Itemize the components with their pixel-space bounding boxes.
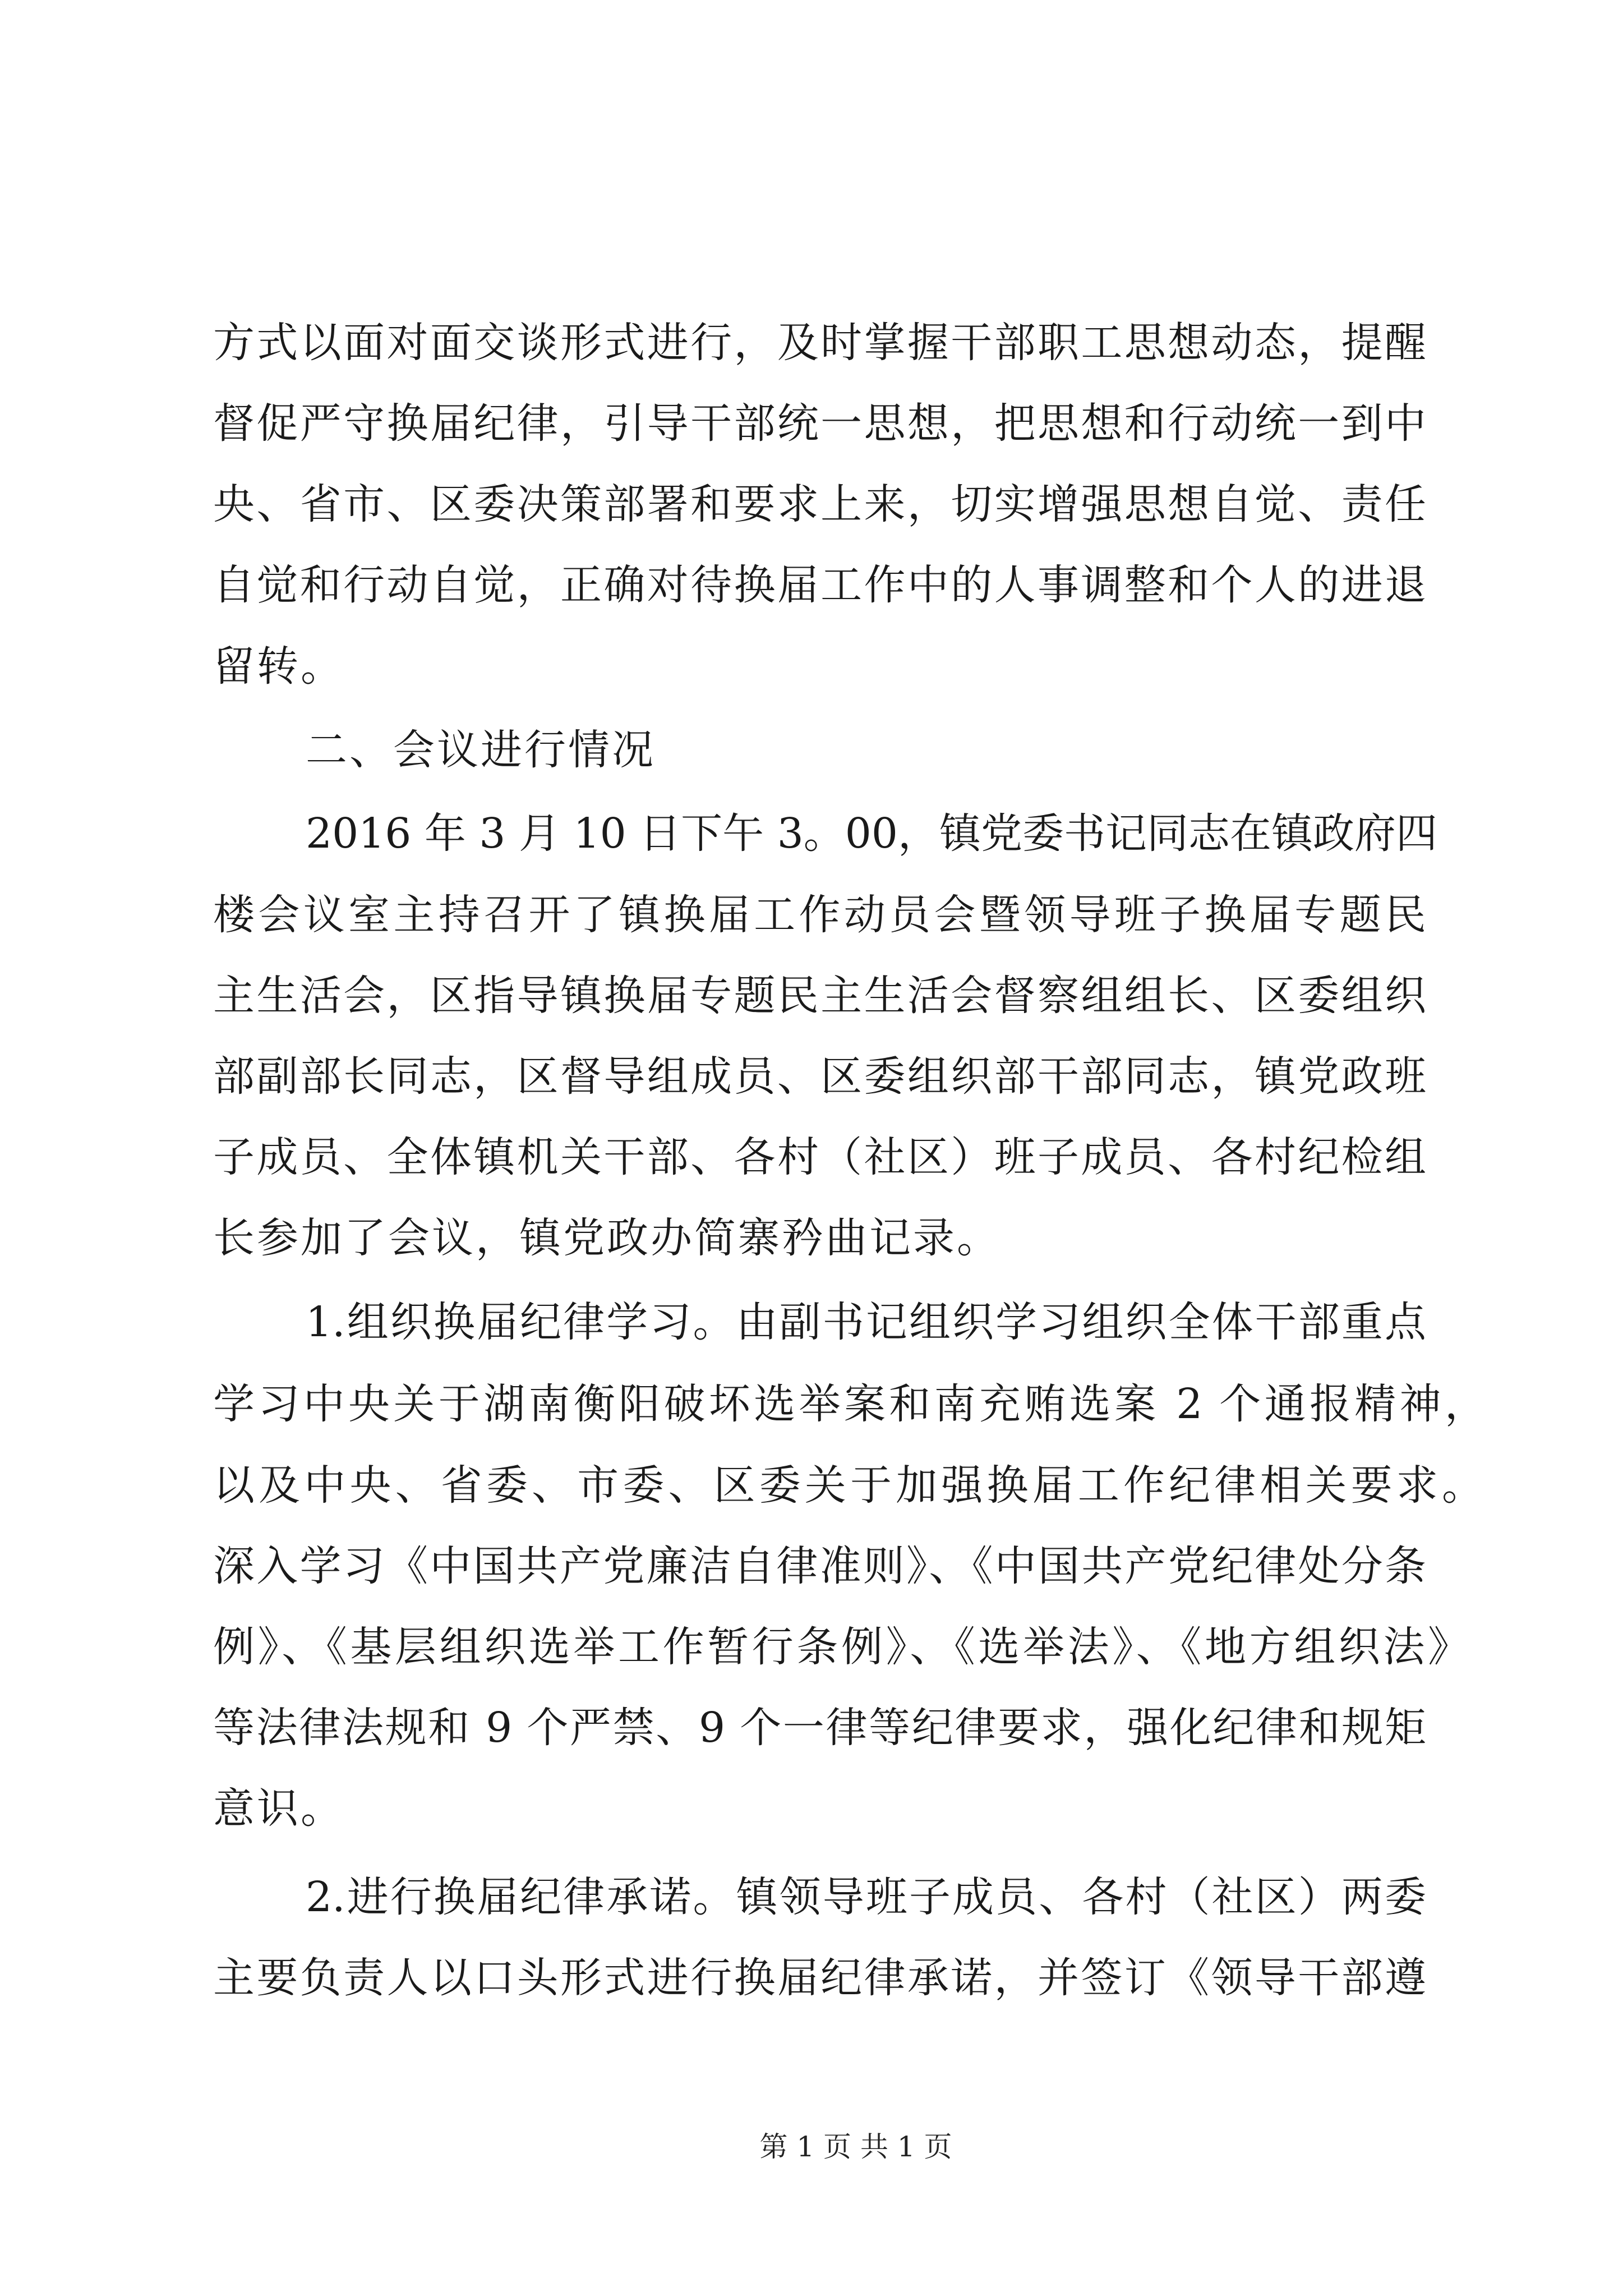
text-line: 例》、《基层组织选举工作暂行条例》、《选举法》、《地方组织法》 bbox=[213, 1623, 1469, 1671]
text-line: 楼会议室主持召开了镇换届工作动员会暨领导班子换届专题民 bbox=[213, 891, 1426, 939]
text-line: 督促严守换届纪律，引导干部统一思想，把思想和行动统一到中 bbox=[213, 399, 1426, 448]
text-line: 意识。 bbox=[213, 1784, 344, 1833]
text-line: 深入学习《中国共产党廉洁自律准则》、《中国共产党纪律处分条 bbox=[213, 1542, 1426, 1590]
text-line: 央、省市、区委决策部署和要求上来，切实增强思想自觉、责任 bbox=[213, 480, 1426, 528]
text-line: 主生活会，区指导镇换届专题民主生活会督察组组长、区委组织 bbox=[213, 972, 1426, 1020]
text-line: 等法律法规和 9 个严禁、9 个一律等纪律要求，强化纪律和规矩 bbox=[213, 1704, 1426, 1752]
text-line: 1.组织换届纪律学习。由副书记组织学习组织全体干部重点 bbox=[306, 1298, 1426, 1346]
text-line: 自觉和行动自觉，正确对待换届工作中的人事调整和个人的进退 bbox=[213, 561, 1426, 609]
section-heading: 二、会议进行情况 bbox=[306, 726, 656, 774]
text-line: 部副部长同志，区督导组成员、区委组织部干部同志，镇党政班 bbox=[213, 1052, 1426, 1101]
text-line: 子成员、全体镇机关干部、各村（社区）班子成员、各村纪检组 bbox=[213, 1133, 1426, 1181]
text-line: 方式以面对面交谈形式进行，及时掌握干部职工思想动态，提醒 bbox=[213, 319, 1426, 367]
text-line: 以及中央、省委、市委、区委关于加强换届工作纪律相关要求。 bbox=[213, 1461, 1483, 1510]
text-line: 留转。 bbox=[213, 642, 344, 691]
text-line: 长参加了会议，镇党政办简寨矜曲记录。 bbox=[213, 1214, 1000, 1262]
text-line: 2016 年 3 月 10 日下午 3。00，镇党委书记同志在镇政府四 bbox=[306, 809, 1437, 858]
text-line: 学习中央关于湖南衡阳破坏选举案和南充贿选案 2 个通报精神， bbox=[213, 1380, 1486, 1428]
page-footer: 第 1 页 共 1 页 bbox=[759, 2131, 952, 2163]
text-line: 2.进行换届纪律承诺。镇领导班子成员、各村（社区）两委 bbox=[306, 1873, 1426, 1921]
text-line: 主要负责人以口头形式进行换届纪律承诺，并签订《领导干部遵 bbox=[213, 1954, 1426, 2002]
